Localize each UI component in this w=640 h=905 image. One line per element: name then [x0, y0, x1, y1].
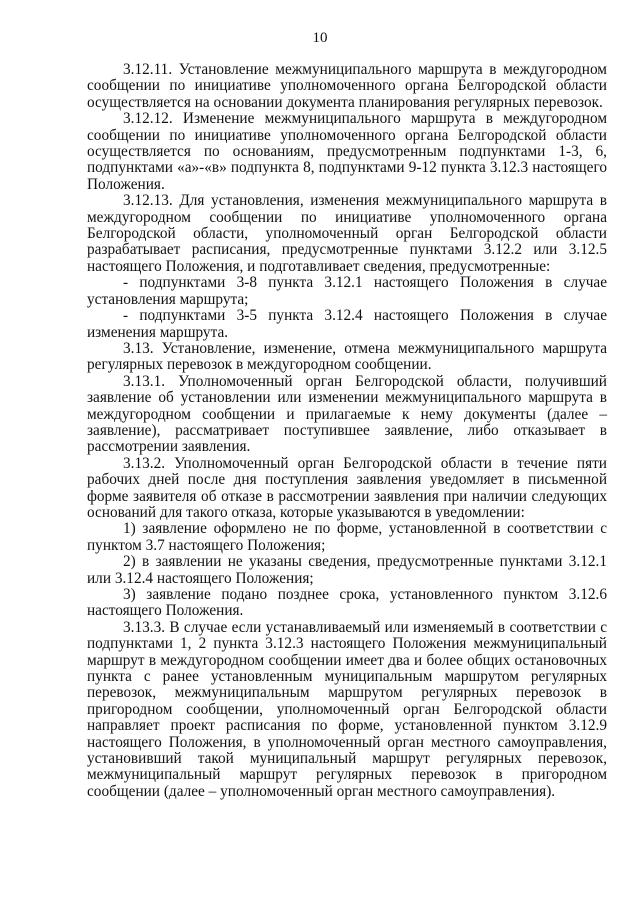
paragraph-3-13-1: 3.13.1. Уполномоченный орган Белгородской области, получивший заявление об установлении или изменении межмуниципального маршрута в междугородном сообщении и прилагаемые к нему документы (далее – заявление), рассматривает поступившее заявление, либо отказывает в рассмотрении заявления.	[87, 372, 607, 456]
paragraph-3-13: 3.13. Установление, изменение, отмена межмуниципального маршрута регулярных перевозок в междугородном сообщении.	[87, 339, 607, 374]
list-item-3: 3) заявление подано позднее срока, установленного пунктом 3.12.6 настоящего Положения.	[87, 586, 607, 620]
paragraph-3-13-2: 3.13.2. Уполномоченный орган Белгородской области в течение пяти рабочих дней после дня поступления заявления уведомляет в письменной форме заявителя об отказе в рассмотрении заявления при наличии следующих оснований для такого отказа, которые указываются в уведомлении:	[87, 454, 607, 521]
list-item-2: 2) в заявлении не указаны сведения, предусмотренные пунктами 3.12.1 или 3.12.4 настоящего Положения;	[87, 553, 607, 587]
list-item-establishment: - подпунктами 3-8 пункта 3.12.1 настоящего Положения в случае установления маршрута;	[87, 274, 607, 308]
list-item-change: - подпунктами 3-5 пункта 3.12.4 настоящего Положения в случае изменения маршрута.	[87, 307, 607, 341]
page-number: 10	[312, 30, 328, 46]
paragraph-3-12-13: 3.12.13. Для установления, изменения межмуниципального маршрута в междугородном сообщении по инициативе уполномоченного органа Белгородской области, уполномоченный орган Белгородской области разрабатывает расписания, предусмотренные пунктами 3.12.2 или 3.12.5 настоящего Положения, и подготавливает сведения, предусмотренные:	[87, 192, 607, 275]
paragraph-3-13-3: 3.13.3. В случае если устанавливаемый или изменяемый в соответствии с подпунктами 1, 2 пункта 3.12.3 настоящего Положения межмуниципальный маршрут в междугородном сообщении имеет два и более общих остановочных пункта с ранее установленным муниципальным маршрутом регулярных перевозок, межмуниципальным маршрутом регулярных перевозок в пригородном сообщении, уполномоченный орган Белгородской области направляет проект расписания по форме, установленной пунктом 3.12.9 настоящего Положения, в уполномоченный орган местного самоуправления, установивший такой муниципальный маршрут регулярных перевозок, межмуниципальный маршрут регулярных перевозок в пригородном сообщении (далее – уполномоченный орган местного самоуправления).	[87, 618, 607, 800]
document-body	[87, 62, 607, 800]
list-item-1: 1) заявление оформлено не по форме, установленной в соответствии с пунктом 3.7 настоящего Положения;	[87, 520, 607, 554]
paragraph-3-12-12: 3.12.12. Изменение межмуниципального маршрута в междугородном сообщении по инициативе уполномоченного органа Белгородской области осуществляется по основаниям, предусмотренным подпунктами 1-3, 6, подпунктами «а»-«в» подпункта 8, подпунктами 9-12 пункта 3.12.3 настоящего Положения.	[87, 110, 607, 193]
paragraph-3-12-11: 3.12.11. Установление межмуниципального маршрута в междугородном сообщении по инициативе уполномоченного органа Белгородской области осуществляется на основании документа планирования регулярных перевозок.	[87, 61, 607, 111]
